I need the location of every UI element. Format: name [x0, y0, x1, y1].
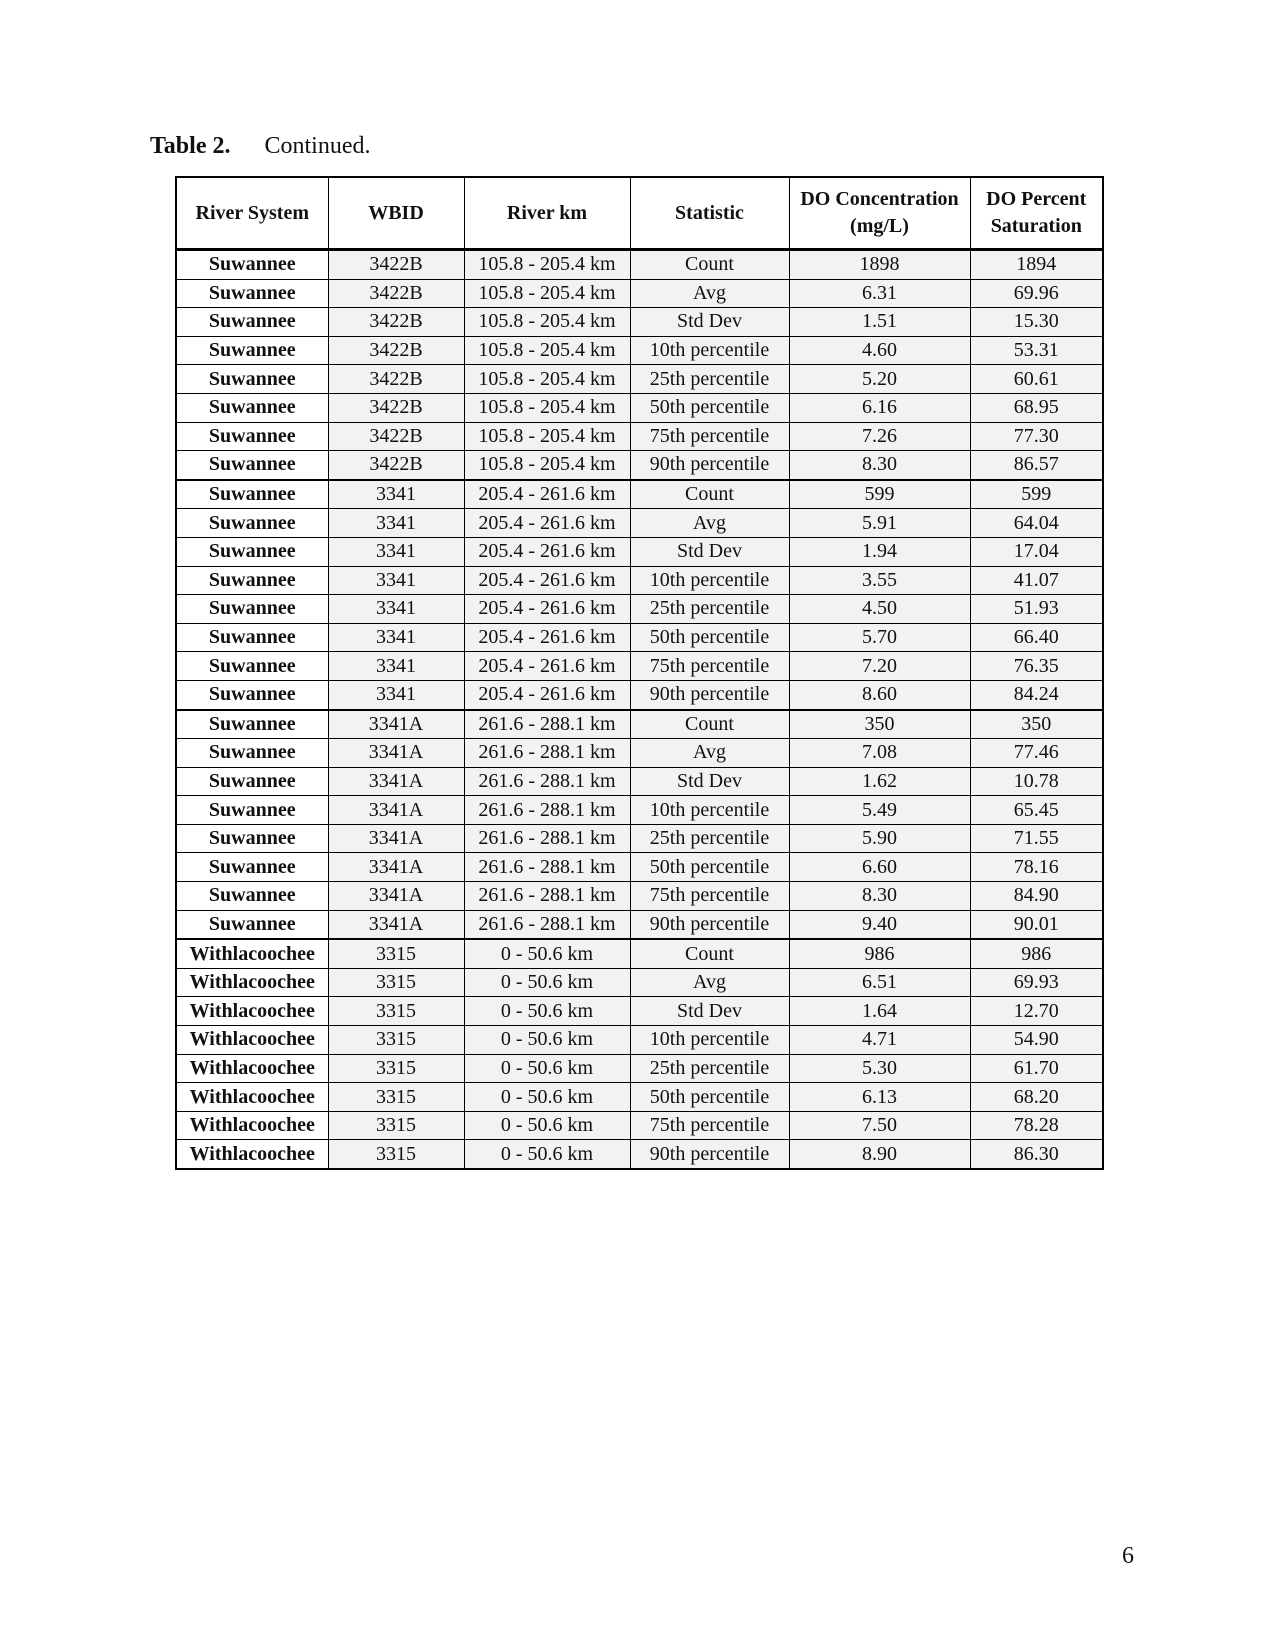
- cell-river-km: 261.6 - 288.1 km: [464, 710, 630, 739]
- header-row: [176, 177, 1103, 250]
- cell-wbid: 3341: [328, 652, 464, 681]
- cell-river-system: Suwannee: [176, 739, 328, 768]
- cell-do-percent-saturation: 350: [970, 710, 1103, 739]
- cell-do-percent-saturation: 53.31: [970, 336, 1103, 365]
- cell-do-percent-saturation: 986: [970, 939, 1103, 968]
- cell-river-km: 105.8 - 205.4 km: [464, 451, 630, 480]
- cell-river-km: 0 - 50.6 km: [464, 1026, 630, 1055]
- cell-do-percent-saturation: 60.61: [970, 365, 1103, 394]
- cell-wbid: 3315: [328, 1026, 464, 1055]
- cell-do-concentration: 8.90: [789, 1140, 970, 1169]
- cell-wbid: 3315: [328, 1054, 464, 1083]
- cell-river-system: Suwannee: [176, 566, 328, 595]
- cell-do-concentration: 1898: [789, 250, 970, 280]
- cell-do-percent-saturation: 78.16: [970, 853, 1103, 882]
- cell-wbid: 3341A: [328, 739, 464, 768]
- header-wbid: WBID: [328, 177, 464, 250]
- cell-do-percent-saturation: 84.24: [970, 680, 1103, 709]
- cell-do-percent-saturation: 86.57: [970, 451, 1103, 480]
- cell-river-km: 105.8 - 205.4 km: [464, 365, 630, 394]
- cell-do-percent-saturation: 66.40: [970, 623, 1103, 652]
- cell-statistic: Std Dev: [630, 537, 789, 566]
- cell-wbid: 3315: [328, 968, 464, 997]
- table-row: [176, 250, 1103, 280]
- cell-do-concentration: 6.31: [789, 279, 970, 308]
- cell-do-concentration: 4.50: [789, 595, 970, 624]
- cell-river-system: Suwannee: [176, 824, 328, 853]
- cell-wbid: 3422B: [328, 365, 464, 394]
- cell-do-concentration: 599: [789, 480, 970, 509]
- cell-wbid: 3422B: [328, 279, 464, 308]
- cell-river-system: Suwannee: [176, 853, 328, 882]
- table-row: [176, 1026, 1103, 1055]
- cell-do-concentration: 7.08: [789, 739, 970, 768]
- cell-statistic: Count: [630, 939, 789, 968]
- cell-do-concentration: 1.51: [789, 308, 970, 337]
- cell-statistic: 50th percentile: [630, 853, 789, 882]
- cell-wbid: 3341A: [328, 767, 464, 796]
- cell-wbid: 3422B: [328, 308, 464, 337]
- cell-wbid: 3341: [328, 623, 464, 652]
- table-row: [176, 336, 1103, 365]
- cell-do-percent-saturation: 77.30: [970, 422, 1103, 451]
- cell-river-system: Suwannee: [176, 336, 328, 365]
- cell-do-percent-saturation: 76.35: [970, 652, 1103, 681]
- table-row: [176, 1111, 1103, 1140]
- cell-statistic: 10th percentile: [630, 1026, 789, 1055]
- cell-do-percent-saturation: 68.20: [970, 1083, 1103, 1112]
- cell-river-system: Suwannee: [176, 509, 328, 538]
- cell-river-system: Suwannee: [176, 250, 328, 280]
- table-row: [176, 422, 1103, 451]
- cell-do-percent-saturation: 68.95: [970, 393, 1103, 422]
- cell-wbid: 3422B: [328, 422, 464, 451]
- cell-statistic: 50th percentile: [630, 1083, 789, 1112]
- cell-river-system: Suwannee: [176, 680, 328, 709]
- cell-do-concentration: 5.90: [789, 824, 970, 853]
- cell-do-concentration: 8.60: [789, 680, 970, 709]
- cell-wbid: 3341: [328, 595, 464, 624]
- cell-statistic: 50th percentile: [630, 393, 789, 422]
- cell-statistic: 90th percentile: [630, 680, 789, 709]
- cell-statistic: 90th percentile: [630, 1140, 789, 1169]
- cell-statistic: Avg: [630, 968, 789, 997]
- cell-statistic: 90th percentile: [630, 451, 789, 480]
- cell-statistic: 10th percentile: [630, 566, 789, 595]
- cell-river-km: 0 - 50.6 km: [464, 1054, 630, 1083]
- cell-do-concentration: 6.51: [789, 968, 970, 997]
- table-row: [176, 652, 1103, 681]
- cell-do-concentration: 8.30: [789, 882, 970, 911]
- cell-wbid: 3341: [328, 509, 464, 538]
- cell-statistic: Count: [630, 250, 789, 280]
- cell-do-concentration: 1.94: [789, 537, 970, 566]
- cell-river-system: Suwannee: [176, 451, 328, 480]
- cell-river-km: 0 - 50.6 km: [464, 1083, 630, 1112]
- cell-do-percent-saturation: 54.90: [970, 1026, 1103, 1055]
- cell-river-km: 261.6 - 288.1 km: [464, 824, 630, 853]
- cell-wbid: 3341: [328, 537, 464, 566]
- table-row: [176, 710, 1103, 739]
- table-row: [176, 824, 1103, 853]
- cell-do-concentration: 5.49: [789, 796, 970, 825]
- cell-river-system: Suwannee: [176, 422, 328, 451]
- cell-statistic: Avg: [630, 739, 789, 768]
- cell-river-km: 0 - 50.6 km: [464, 997, 630, 1026]
- cell-do-percent-saturation: 69.96: [970, 279, 1103, 308]
- cell-river-km: 105.8 - 205.4 km: [464, 422, 630, 451]
- cell-do-concentration: 7.20: [789, 652, 970, 681]
- cell-do-percent-saturation: 65.45: [970, 796, 1103, 825]
- table-row: [176, 882, 1103, 911]
- cell-river-km: 261.6 - 288.1 km: [464, 853, 630, 882]
- table-row: [176, 939, 1103, 968]
- cell-statistic: 25th percentile: [630, 824, 789, 853]
- cell-river-km: 105.8 - 205.4 km: [464, 336, 630, 365]
- cell-statistic: 75th percentile: [630, 422, 789, 451]
- cell-river-km: 261.6 - 288.1 km: [464, 910, 630, 939]
- cell-river-km: 205.4 - 261.6 km: [464, 680, 630, 709]
- cell-river-system: Suwannee: [176, 480, 328, 509]
- cell-river-km: 261.6 - 288.1 km: [464, 767, 630, 796]
- table-row: [176, 997, 1103, 1026]
- cell-statistic: Std Dev: [630, 997, 789, 1026]
- table-row: [176, 853, 1103, 882]
- cell-do-concentration: 1.64: [789, 997, 970, 1026]
- cell-do-percent-saturation: 78.28: [970, 1111, 1103, 1140]
- cell-wbid: 3422B: [328, 250, 464, 280]
- cell-statistic: 10th percentile: [630, 336, 789, 365]
- cell-statistic: 25th percentile: [630, 1054, 789, 1083]
- cell-river-km: 0 - 50.6 km: [464, 968, 630, 997]
- cell-do-percent-saturation: 1894: [970, 250, 1103, 280]
- table-row: [176, 767, 1103, 796]
- cell-do-percent-saturation: 51.93: [970, 595, 1103, 624]
- cell-river-system: Suwannee: [176, 882, 328, 911]
- cell-wbid: 3422B: [328, 393, 464, 422]
- cell-river-system: Withlacoochee: [176, 1111, 328, 1140]
- cell-do-concentration: 7.50: [789, 1111, 970, 1140]
- cell-statistic: 75th percentile: [630, 652, 789, 681]
- table-row: [176, 365, 1103, 394]
- cell-do-percent-saturation: 10.78: [970, 767, 1103, 796]
- table-row: [176, 1140, 1103, 1169]
- cell-river-km: 205.4 - 261.6 km: [464, 509, 630, 538]
- cell-do-concentration: 8.30: [789, 451, 970, 480]
- table-row: [176, 796, 1103, 825]
- cell-do-concentration: 7.26: [789, 422, 970, 451]
- page-number: 6: [1122, 1543, 1134, 1569]
- cell-river-system: Withlacoochee: [176, 1140, 328, 1169]
- cell-river-km: 0 - 50.6 km: [464, 1140, 630, 1169]
- cell-wbid: 3341: [328, 566, 464, 595]
- cell-statistic: 25th percentile: [630, 595, 789, 624]
- cell-do-concentration: 9.40: [789, 910, 970, 939]
- cell-river-km: 105.8 - 205.4 km: [464, 308, 630, 337]
- cell-statistic: 90th percentile: [630, 910, 789, 939]
- table-row: [176, 279, 1103, 308]
- table-row: [176, 1083, 1103, 1112]
- cell-wbid: 3341A: [328, 853, 464, 882]
- do-statistics-table: [175, 176, 1104, 1170]
- cell-do-concentration: 5.70: [789, 623, 970, 652]
- cell-wbid: 3341A: [328, 710, 464, 739]
- cell-statistic: Std Dev: [630, 308, 789, 337]
- table-row: [176, 680, 1103, 709]
- table-caption: [150, 133, 370, 160]
- cell-do-percent-saturation: 12.70: [970, 997, 1103, 1026]
- cell-river-km: 261.6 - 288.1 km: [464, 796, 630, 825]
- cell-river-km: 205.4 - 261.6 km: [464, 623, 630, 652]
- cell-wbid: 3341: [328, 480, 464, 509]
- table-row: [176, 910, 1103, 939]
- cell-river-system: Suwannee: [176, 365, 328, 394]
- cell-river-km: 105.8 - 205.4 km: [464, 250, 630, 280]
- cell-river-system: Suwannee: [176, 537, 328, 566]
- table-row: [176, 509, 1103, 538]
- cell-statistic: 10th percentile: [630, 796, 789, 825]
- cell-river-system: Suwannee: [176, 910, 328, 939]
- cell-river-km: 105.8 - 205.4 km: [464, 393, 630, 422]
- cell-statistic: 75th percentile: [630, 882, 789, 911]
- table-row: [176, 308, 1103, 337]
- cell-do-percent-saturation: 15.30: [970, 308, 1103, 337]
- cell-do-percent-saturation: 71.55: [970, 824, 1103, 853]
- cell-do-percent-saturation: 41.07: [970, 566, 1103, 595]
- table-caption-label: Table 2.: [150, 133, 231, 159]
- cell-wbid: 3341A: [328, 882, 464, 911]
- cell-river-system: Suwannee: [176, 308, 328, 337]
- table-row: [176, 968, 1103, 997]
- cell-river-system: Withlacoochee: [176, 1054, 328, 1083]
- cell-do-percent-saturation: 17.04: [970, 537, 1103, 566]
- cell-statistic: Avg: [630, 509, 789, 538]
- cell-do-concentration: 6.13: [789, 1083, 970, 1112]
- cell-do-percent-saturation: 61.70: [970, 1054, 1103, 1083]
- cell-river-system: Suwannee: [176, 595, 328, 624]
- cell-wbid: 3341A: [328, 796, 464, 825]
- cell-river-system: Withlacoochee: [176, 1083, 328, 1112]
- cell-do-concentration: 5.91: [789, 509, 970, 538]
- cell-river-system: Suwannee: [176, 710, 328, 739]
- cell-river-system: Suwannee: [176, 393, 328, 422]
- table-header: [176, 177, 1103, 250]
- cell-do-concentration: 6.16: [789, 393, 970, 422]
- cell-do-concentration: 5.20: [789, 365, 970, 394]
- cell-do-percent-saturation: 69.93: [970, 968, 1103, 997]
- table-row: [176, 595, 1103, 624]
- table-row: [176, 739, 1103, 768]
- cell-do-concentration: 5.30: [789, 1054, 970, 1083]
- cell-wbid: 3315: [328, 997, 464, 1026]
- table-row: [176, 623, 1103, 652]
- cell-statistic: Avg: [630, 279, 789, 308]
- header-river-km: River km: [464, 177, 630, 250]
- cell-river-km: 205.4 - 261.6 km: [464, 652, 630, 681]
- cell-do-concentration: 6.60: [789, 853, 970, 882]
- cell-statistic: 25th percentile: [630, 365, 789, 394]
- cell-do-percent-saturation: 86.30: [970, 1140, 1103, 1169]
- cell-do-percent-saturation: 84.90: [970, 882, 1103, 911]
- cell-statistic: Count: [630, 710, 789, 739]
- table-caption-text: Continued.: [264, 133, 371, 159]
- cell-river-km: 205.4 - 261.6 km: [464, 537, 630, 566]
- cell-wbid: 3341: [328, 680, 464, 709]
- cell-river-km: 0 - 50.6 km: [464, 1111, 630, 1140]
- cell-river-system: Withlacoochee: [176, 997, 328, 1026]
- cell-do-percent-saturation: 64.04: [970, 509, 1103, 538]
- cell-river-system: Withlacoochee: [176, 968, 328, 997]
- cell-do-percent-saturation: 90.01: [970, 910, 1103, 939]
- cell-river-system: Suwannee: [176, 279, 328, 308]
- cell-do-concentration: 4.71: [789, 1026, 970, 1055]
- cell-do-concentration: 986: [789, 939, 970, 968]
- header-river-system: River System: [176, 177, 328, 250]
- cell-river-km: 261.6 - 288.1 km: [464, 739, 630, 768]
- cell-wbid: 3315: [328, 939, 464, 968]
- cell-wbid: 3422B: [328, 451, 464, 480]
- table-row: [176, 1054, 1103, 1083]
- cell-river-system: Suwannee: [176, 796, 328, 825]
- header-do-concentration: DO Concentration (mg/L): [789, 177, 970, 250]
- table-row: [176, 480, 1103, 509]
- cell-statistic: 75th percentile: [630, 1111, 789, 1140]
- cell-statistic: Count: [630, 480, 789, 509]
- cell-do-concentration: 4.60: [789, 336, 970, 365]
- cell-wbid: 3315: [328, 1083, 464, 1112]
- cell-statistic: 50th percentile: [630, 623, 789, 652]
- table-row: [176, 393, 1103, 422]
- header-statistic: Statistic: [630, 177, 789, 250]
- table-row: [176, 451, 1103, 480]
- cell-wbid: 3341A: [328, 824, 464, 853]
- cell-do-percent-saturation: 77.46: [970, 739, 1103, 768]
- table-row: [176, 566, 1103, 595]
- header-do-percent-saturation: DO Percent Saturation: [970, 177, 1103, 250]
- cell-river-km: 261.6 - 288.1 km: [464, 882, 630, 911]
- table-body: [176, 250, 1103, 1170]
- cell-wbid: 3422B: [328, 336, 464, 365]
- cell-river-km: 105.8 - 205.4 km: [464, 279, 630, 308]
- cell-do-concentration: 3.55: [789, 566, 970, 595]
- cell-river-system: Suwannee: [176, 623, 328, 652]
- cell-do-concentration: 350: [789, 710, 970, 739]
- cell-wbid: 3315: [328, 1140, 464, 1169]
- cell-river-system: Suwannee: [176, 767, 328, 796]
- cell-wbid: 3341A: [328, 910, 464, 939]
- cell-do-percent-saturation: 599: [970, 480, 1103, 509]
- cell-river-km: 0 - 50.6 km: [464, 939, 630, 968]
- cell-river-system: Withlacoochee: [176, 1026, 328, 1055]
- cell-statistic: Std Dev: [630, 767, 789, 796]
- cell-river-system: Suwannee: [176, 652, 328, 681]
- table-row: [176, 537, 1103, 566]
- cell-river-km: 205.4 - 261.6 km: [464, 595, 630, 624]
- cell-river-km: 205.4 - 261.6 km: [464, 480, 630, 509]
- cell-do-concentration: 1.62: [789, 767, 970, 796]
- cell-river-system: Withlacoochee: [176, 939, 328, 968]
- cell-wbid: 3315: [328, 1111, 464, 1140]
- cell-river-km: 205.4 - 261.6 km: [464, 566, 630, 595]
